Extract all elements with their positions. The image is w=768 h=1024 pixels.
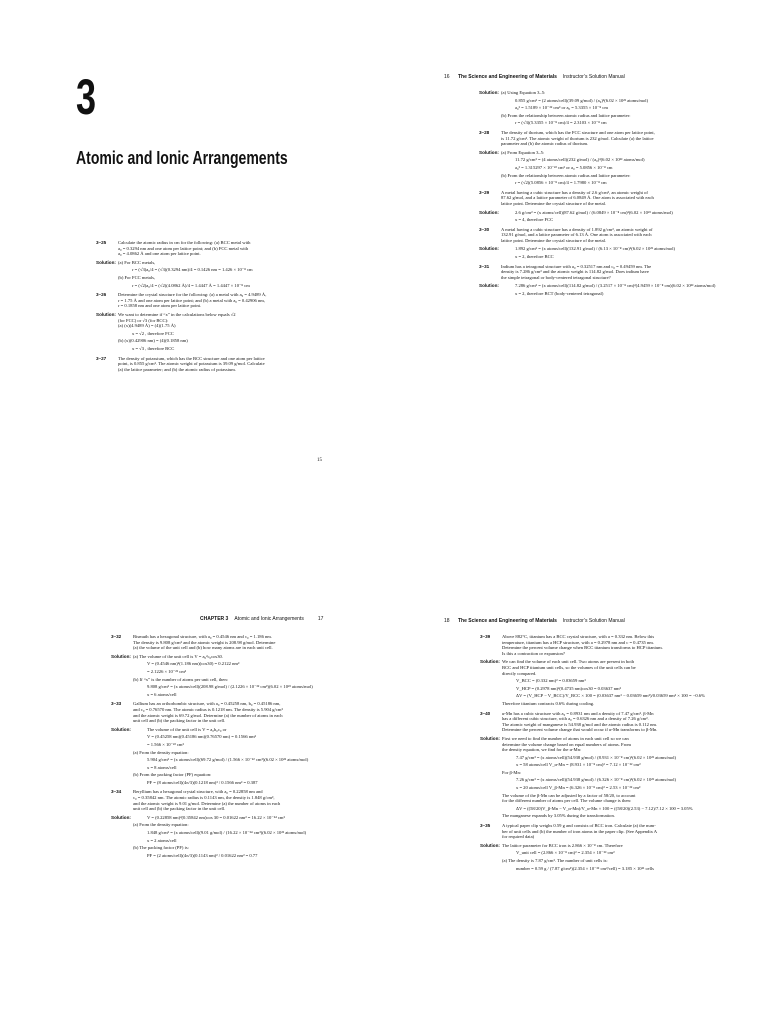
- solution-line: 11.72 g/cm³ = (4 atoms/cell)(232 g/mol) / (a₀)³(6.02 × 10²³ atoms/mol): [515, 157, 645, 163]
- running-head: [444, 74, 625, 80]
- solution-line: r = (√2)(5.0856 × 10⁻⁸ cm)/4 = 1.7980 × 10⁻⁸ cm: [515, 180, 607, 186]
- problem-number: 3–26: [96, 292, 107, 298]
- solution-line: (a) (x)(4.9489 Å) = (4)(1.75 Å): [118, 323, 176, 329]
- solution-label: Solution:: [111, 653, 131, 659]
- problem-text-line: and the atomic weight is 69.72 g/mol. Determine (a) the number of atoms in each: [133, 712, 283, 718]
- solution-line: for the different number of atoms per cell. The volume change is then:: [502, 798, 632, 804]
- solution-line: First we need to find the number of atoms in each unit cell so we can: [502, 735, 629, 741]
- problem-text-line: Bismuth has a hexagonal structure, with a₀ = 0.4546 nm and c₀ = 1.186 nm.: [133, 634, 273, 639]
- problem-text-line: parameter and (b) the atomic radius of thorium.: [501, 141, 589, 147]
- problem: [96, 355, 348, 373]
- solution-line: For β-Mn:: [502, 769, 522, 775]
- solution-line: (b) If “x” is the number of atoms per unit cell, then:: [133, 676, 228, 682]
- problem-number: 3–28: [479, 129, 490, 135]
- solution-line: (a) The volume of the unit cell is V = a₀²c₀cos30.: [133, 653, 223, 659]
- solution-line: V = (0.45258 nm)(0.45186 nm)(0.76570 nm) = 0.1566 nm³: [147, 734, 257, 740]
- running-head-number: 18: [444, 618, 450, 624]
- problem: [96, 240, 348, 288]
- solution-line: V_BCC = (0.332 nm)³ = 0.03659 nm³: [516, 678, 586, 684]
- problem-text-line: Indium has a tetragonal structure with a₀ = 0.32517 nm and c₀ = 0.49459 nm. The: [501, 263, 652, 269]
- problem-text-line: for required data): [502, 834, 535, 840]
- running-head-book-title: The Science and Engineering of Materials: [458, 618, 557, 624]
- solution-line: directly compared.: [502, 670, 537, 676]
- problem: [96, 292, 348, 351]
- problem-text-line: Beryllium has a hexagonal crystal structure, with a₀ = 0.22858 nm and: [133, 789, 263, 795]
- problem-text-line: The density is 9.808 g/cm³ and the atomic weight is 208.98 g/mol. Determine: [133, 639, 276, 645]
- solution-line: The volume of the β-Mn can be adjusted by a factor of 58/20, to account: [502, 792, 636, 798]
- running-head-number: 17: [317, 616, 324, 622]
- solution-line: The lattice parameter for BCC iron is 2.866 × 10⁻⁸ cm. Therefore: [502, 842, 623, 848]
- solution-line: V_HCP = (0.2978 nm)²(0.4735 nm)cos30 = 0.03637 nm³: [516, 685, 621, 691]
- solution-line: Therefore titanium contracts 0.6% during cooling.: [502, 700, 595, 706]
- solution-line: determine the volume change based on equal numbers of atoms. From: [502, 741, 631, 747]
- solution-line: x = 2 atoms/cell: [147, 837, 177, 843]
- problem-text-line: is 11.72 g/cm³. The atomic weight of thorium is 232 g/mol. Calculate (a) the lattice: [501, 135, 654, 141]
- problem-number: 3–31: [479, 263, 490, 269]
- page-number: 15: [317, 458, 322, 463]
- solution-line: 1.892 g/cm³ = (x atoms/cell)(132.91 g/mol) / (6.13 × 10⁻⁸ cm)³(6.02 × 10²³ atoms/mol): [515, 246, 676, 252]
- problem-text-line: A typical paper clip weighs 0.59 g and consists of BCC iron. Calculate (a) the num-: [502, 823, 656, 829]
- solution-line: r = (√3)(5.3355 × 10⁻⁸ cm)/4 = 2.3103 × 10⁻⁸ cm: [515, 120, 607, 126]
- solution: [480, 659, 747, 706]
- chapter-title: Atomic and Ionic Arrangements: [76, 148, 288, 168]
- solution-line: 7.26 g/cm³ = (x atoms/cell)(54.938 g/mol) / (6.326 × 10⁻⁸ cm)³(6.02 × 10²³ atoms/mol): [516, 777, 677, 783]
- solution-label: Solution:: [480, 735, 500, 741]
- solution-line: 1.848 g/cm³ = (x atoms/cell)(9.01 g/mol) / (16.22 × 10⁻²⁴ cm³)(6.02 × 10²³ atoms/mol): [147, 830, 307, 836]
- solution-line: (a) From the density equation:: [133, 749, 189, 755]
- solution-line: (b) For FCC metals,: [118, 274, 156, 280]
- solution-line: ΔV = (V_HCP − V_BCC)/V_BCC × 100 = (0.03637 nm³ − 0.03659 nm³)/0.03659 nm³ × 100 = −0.6%: [516, 693, 705, 699]
- page-16: [384, 0, 768, 512]
- problem-text-line: Is this a contraction or expansion?: [502, 650, 565, 656]
- problems-block: [111, 634, 363, 862]
- solution-line: (b) The packing factor (PF) is:: [133, 845, 189, 851]
- solution: [479, 90, 741, 126]
- solution-line: 7.47 g/cm³ = (x atoms/cell)(54.938 g/mol) / (8.931 × 10⁻⁸ cm)³(6.02 × 10²³ atoms/mol): [516, 754, 677, 760]
- problem: [479, 189, 741, 223]
- problem-text-line: r = 1.75 Å and one atom per lattice point; and (b) a metal with a₀ = 0.42906 nm,: [118, 297, 265, 303]
- solution-label: Solution:: [479, 90, 499, 95]
- running-head-manual: Instructor’s Solution Manual: [562, 74, 625, 80]
- problem-text-line: 132.91 g/mol, and a lattice parameter of 6.13 Å. One atom is associated with each: [501, 232, 652, 238]
- solution-line: (b) From the relationship between atomic radius and lattice parameter:: [501, 112, 631, 118]
- solution-line: = 2.1226 × 10⁻²² cm³: [147, 668, 187, 674]
- problem: [480, 823, 747, 871]
- problem-text-line: A metal having a cubic structure has a density of 1.892 g/cm³, an atomic weight of: [501, 226, 653, 232]
- running-head-manual: Instructor’s Solution Manual: [562, 618, 625, 624]
- solution-line: V_unit cell = (2.866 × 10⁻⁸ cm)³ = 2.354 × 10⁻²³ cm³: [516, 850, 615, 856]
- solution-line: x = 2, therefore BCT (body-centered tetragonal): [515, 291, 604, 297]
- problem-text-line: (a) the volume of the unit cell and (b) how many atoms are in each unit cell.: [133, 645, 273, 651]
- problem-text-line: lattice point. Determine the crystal structure of the metal.: [501, 237, 607, 243]
- solution-label: Solution:: [111, 726, 131, 732]
- running-head-book-title: The Science and Engineering of Materials: [458, 74, 557, 80]
- solution-line: x = 20 atoms/cell V_β-Mn = (6.326 × 10⁻⁸ cm)³ = 2.53 × 10⁻²² cm³: [516, 785, 641, 791]
- problem: [479, 90, 741, 126]
- solution-line: ΔV = ((58/20)V_β-Mn − V_α-Mn)/V_α-Mn × 100 = ((58/20)(2.53) − 7.12)/7.12 × 100 = 3.05%: [516, 805, 693, 811]
- problem-text-line: lattice point. Determine the crystal structure of the metal.: [501, 200, 607, 206]
- problem: [111, 701, 363, 785]
- solution-line: (a) From the density equation:: [133, 822, 189, 828]
- problems-block: [96, 240, 348, 376]
- solution-label: Solution:: [479, 246, 499, 252]
- problem-text-line: and c₀ = 0.76570 nm. The atomic radius is 0.1218 nm. The density is 5.904 g/cm³: [133, 706, 283, 712]
- problem-text-line: density is 7.286 g/cm³ and the atomic weight is 114.82 g/mol. Does indium have: [501, 269, 649, 275]
- problem-text-line: point, is 0.855 g/cm³. The atomic weight of potassium is 39.09 g/mol. Calculate: [118, 361, 265, 367]
- solution-line: BCC and HCP titanium unit cells, so the volumes of the unit cells can be: [502, 664, 636, 670]
- solution: [111, 726, 363, 786]
- problem-number: 3–33: [111, 701, 122, 707]
- solution-label: Solution:: [96, 259, 116, 265]
- page-17: [0, 512, 384, 1024]
- problem-number: 3–25: [96, 240, 107, 245]
- problem-number: 3–34: [111, 789, 122, 795]
- solution-line: The volume of the unit cell is V = a₀b₀c₀ or: [147, 726, 227, 732]
- solution-line: (b) From the packing factor (PF) equation:: [133, 772, 212, 778]
- solution-line: r = (√3)a₀/4 = (√3)(0.3294 nm)/4 = 0.1426 nm = 1.426 × 10⁻⁸ cm: [132, 267, 253, 273]
- problem-number: 3–29: [479, 189, 490, 195]
- problem-text-line: has a different cubic structure, with a₀ = 0.6326 nm and a density of 7.26 g/cm³.: [502, 716, 649, 722]
- problem-text-line: a₀ = 0.3294 nm and one atom per lattice point; and (b) FCC metal with: [118, 245, 249, 251]
- problem: [479, 226, 741, 260]
- running-head-chapter: CHAPTER 3: [200, 616, 229, 622]
- solution-line: PF = (2 atoms/cell)(4π/3)(0.1143 nm)³ / 0.01622 nm³ = 0.77: [147, 852, 258, 858]
- solution-line: x = √3 , therefore BCC: [132, 345, 175, 351]
- problem: [480, 634, 747, 707]
- problem-number: 3–27: [96, 355, 107, 361]
- running-head-number: 16: [444, 74, 450, 80]
- solution-label: Solution:: [96, 311, 116, 317]
- solution-line: (a) For BCC metals,: [118, 259, 156, 265]
- solution-line: V = (0.4546 nm)²(1.186 nm)(cos30) = 0.2122 nm³: [147, 661, 240, 667]
- problem-text-line: the simple tetragonal or body-centered tetragonal structure?: [501, 274, 611, 280]
- running-head: [444, 618, 625, 624]
- page-15: [0, 0, 384, 512]
- solution-line: (b) (x)(0.42906 nm) = (4)(0.1858 nm): [118, 338, 188, 344]
- solution-line: the density equation, we find for the α-Mn:: [502, 747, 582, 753]
- solution-line: 0.855 g/cm³ = (2 atoms/cell)(39.09 g/mol) / (a₀)³(6.02 × 10²³ atoms/mol): [515, 97, 649, 103]
- problem-text-line: r = 0.1858 nm and one atom per lattice point.: [118, 303, 202, 309]
- solution-line: x = 4, therefore FCC: [515, 217, 554, 223]
- solution-line: 9.808 g/cm³ = (x atoms/cell)(208.98 g/mol) / (2.1226 × 10⁻²² cm³)(6.02 × 10²³ atoms/mol): [147, 684, 313, 690]
- solution-label: Solution:: [479, 209, 499, 215]
- problem-text-line: 87.62 g/mol, and a lattice parameter of 6.0849 Å. One atom is associated with each: [501, 195, 654, 201]
- solution-line: = 1.566 × 10⁻²² cm³: [147, 741, 184, 747]
- problem-text-line: Above 882°C, titanium has a BCC crystal structure, with a = 0.332 nm. Below this: [502, 634, 655, 639]
- problem-text-line: and the atomic weight is 9.01 g/mol. Determine (a) the number of atoms in each: [133, 800, 281, 806]
- solution-line: x = 2, therefore BCC: [515, 254, 554, 260]
- solution-line: 2.6 g/cm³ = (x atoms/cell)(87.62 g/mol) / (6.0849 × 10⁻⁸ cm)³(6.02 × 10²³ atoms/mol): [515, 209, 673, 215]
- solution-line: PF = (8 atoms/cell)(4π/3)(0.1218 nm)³ / 0.1566 nm³ = 0.387: [147, 779, 258, 785]
- solution-line: (a) Using Equation 3–5:: [501, 90, 546, 95]
- solution-line: (a) From Equation 3–5:: [501, 149, 545, 155]
- problem-text-line: (a) the lattice parameter; and (b) the atomic radius of potassium.: [118, 366, 236, 372]
- solution-line: x = √2 , therefore FCC: [132, 330, 174, 336]
- problem-text-line: The atomic weight of manganese is 54.938 g/mol and the atomic radius is 0.112 nm.: [502, 721, 658, 727]
- solution: [479, 283, 741, 297]
- problem-text-line: Calculate the atomic radius in cm for the following: (a) BCC metal with: [118, 240, 251, 245]
- problem: [111, 634, 363, 697]
- running-head-chapter-title: Atomic and Ionic Arrangements: [234, 616, 304, 622]
- problem-text-line: The density of potassium, which has the BCC structure and one atom per lattice: [118, 355, 265, 361]
- problem-number: 3–40: [480, 710, 491, 716]
- solution-line: We want to determine if “x” in the calculations below equals √2: [118, 311, 236, 317]
- problem-text-line: Determine the percent volume change when BCC titanium transforms to HCP titanium.: [502, 645, 663, 651]
- problem-text-line: α-Mn has a cubic structure with a₀ = 0.8931 nm and a density of 7.47 g/cm³. β-Mn: [502, 710, 654, 716]
- problem: [111, 789, 363, 858]
- problem-text-line: Determine the percent volume change that would occur if α-Mn transforms to β-Mn.: [502, 727, 658, 733]
- chapter-number: 3: [76, 69, 97, 125]
- solution-line: x = 6 atoms/cell: [147, 691, 177, 697]
- solution-line: 7.286 g/cm³ = (x atoms/cell)(114.82 g/mol) / (3.2517 × 10⁻⁸ cm)²(4.9459 × 10⁻⁸ cm)(6.02 × 10²³ atoms/mol): [515, 283, 716, 289]
- problem-text-line: unit cell and (b) the packing factor in the unit cell.: [133, 718, 226, 724]
- problem-text-line: ber of unit cells and (b) the number of iron atoms in the paper clip. (See Appendix A: [502, 828, 658, 834]
- problem-text-line: A metal having a cubic structure has a density of 2.6 g/cm³, an atomic weight of: [501, 189, 648, 195]
- solution-line: x = 8 atoms/cell: [147, 764, 177, 770]
- problems-block: [479, 90, 741, 301]
- solution-line: x = 58 atoms/cell V_α-Mn = (8.931 × 10⁻⁸ cm)³ = 7.12 × 10⁻²² cm³: [516, 762, 641, 768]
- problem-text-line: c₀ = 0.35842 nm. The atomic radius is 0.1143 nm, the density is 1.848 g/cm³,: [133, 795, 275, 801]
- solution: [480, 842, 747, 871]
- page-18: [384, 512, 768, 1024]
- solution-line: (for FCC) or √3 (for BCC):: [118, 317, 169, 323]
- solution: [96, 259, 348, 288]
- problems-block: [480, 634, 747, 875]
- solution-line: We can find the volume of each unit cell. Two atoms are present in both: [502, 659, 635, 665]
- problem: [479, 129, 741, 186]
- problem-text-line: Gallium has an orthorhombic structure, with a₀ = 0.45258 nm, b₀ = 0.45186 nm,: [133, 701, 281, 707]
- solution-line: (b) From the relationship between atomic radius and lattice parameter:: [501, 172, 631, 178]
- solution-label: Solution:: [479, 283, 499, 289]
- solution: [111, 814, 363, 859]
- running-head: [200, 616, 323, 622]
- problem: [480, 710, 747, 820]
- solution-label: Solution:: [479, 149, 499, 155]
- solution: [111, 653, 363, 698]
- solution-label: Solution:: [480, 842, 500, 848]
- problem: [479, 263, 741, 297]
- problem-number: 3–32: [111, 634, 122, 639]
- problem-number: 3–30: [479, 226, 490, 232]
- problem-text-line: unit cell and (b) the packing factor in the unit cell.: [133, 806, 226, 812]
- solution: [480, 735, 747, 819]
- solution-line: r = (√2)a₀/4 = (√2)(4.0862 Å)/4 = 1.4447 Å = 1.4447 × 10⁻⁸ cm: [132, 282, 250, 288]
- solution-line: The manganese expands by 3.05% during the transformation.: [502, 813, 615, 819]
- solution-line: number = 0.59 g / (7.87 g/cm³)(2.354 × 10⁻²³ cm³/cell) = 3.185 × 10²¹ cells: [516, 865, 654, 871]
- solution-line: V = (0.22858 nm)²(0.35842 nm)cos 30 = 0.01622 nm³ = 16.22 × 10⁻²⁴ cm³: [147, 814, 285, 820]
- solution-line: a₀³ = 1.5189 × 10⁻²² cm³ or a₀ = 5.3355 × 10⁻⁸ cm: [515, 105, 608, 111]
- solution: [479, 209, 741, 223]
- problem-text-line: temperature, titanium has a HCP structure, with a = 0.2978 nm and c = 0.4735 nm.: [502, 639, 654, 645]
- problem-number: 3–35: [480, 823, 491, 829]
- problem-text-line: a₀ = 4.0862 Å and one atom per lattice point.: [118, 251, 201, 257]
- solution-line: 5.904 g/cm³ = (x atoms/cell)(69.72 g/mol) / (1.566 × 10⁻²² cm³)(6.02 × 10²³ atoms/mol): [147, 757, 309, 763]
- problem-number: 3–39: [480, 634, 491, 639]
- problem-text-line: The density of thorium, which has the FCC structure and one atom per lattice point,: [501, 129, 655, 135]
- solution: [479, 246, 741, 260]
- solution: [479, 149, 741, 186]
- solution-label: Solution:: [111, 814, 131, 820]
- solution-label: Solution:: [480, 659, 500, 665]
- solution-line: (a) The density is 7.87 g/cm³. The number of unit cells is:: [502, 858, 608, 863]
- solution-line: a₀³ = 1.315297 × 10⁻²² cm³ or a₀ = 5.0856 × 10⁻⁸ cm: [515, 164, 613, 170]
- solution: [96, 311, 348, 352]
- problem-text-line: Determine the crystal structure for the following: (a) a metal with a₀ = 4.9489 Å,: [118, 292, 267, 298]
